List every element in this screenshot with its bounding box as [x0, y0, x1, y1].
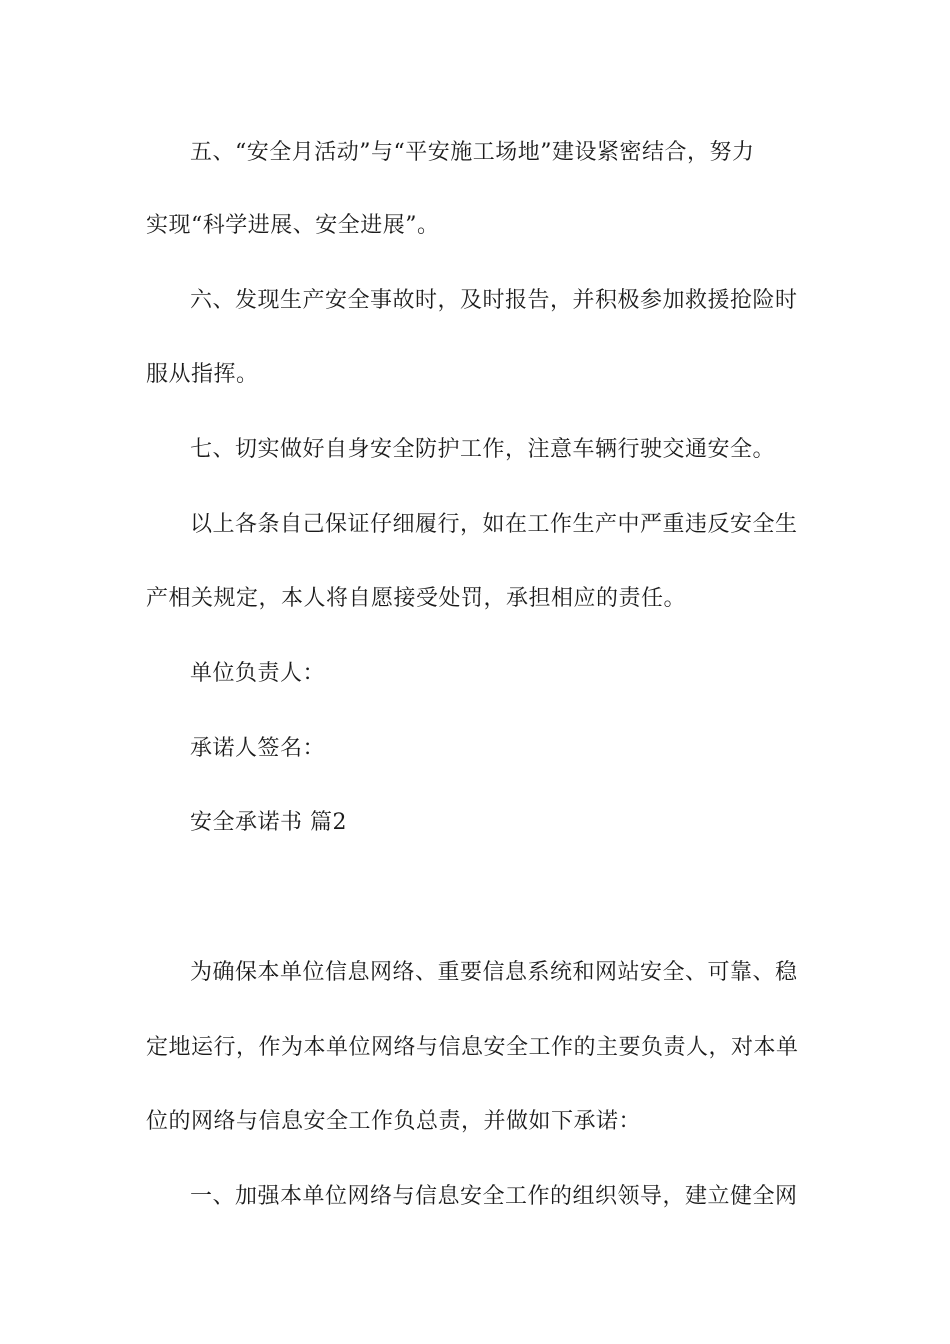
section-heading: 安全承诺书 篇2: [190, 810, 347, 835]
paragraph-5-line-2: 实现“科学进展、安全进展”。: [146, 213, 440, 238]
signature-label: 承诺人签名：: [190, 736, 326, 761]
closing-paragraph-line-1: 以上各条自己保证仔细履行，如在工作生产中严重违反安全生: [190, 512, 798, 537]
paragraph-7-line-1: 七、切实做好自身安全防护工作，注意车辆行驶交通安全。: [190, 437, 776, 462]
intro-paragraph-line-1: 为确保本单位信息网络、重要信息系统和网站安全、可靠、稳: [190, 960, 798, 985]
unit-leader-label: 单位负责人：: [190, 661, 326, 686]
paragraph-6-line-1: 六、发现生产安全事故时，及时报告，并积极参加救援抢险时: [190, 288, 798, 313]
intro-paragraph-line-2: 定地运行，作为本单位网络与信息安全工作的主要负责人，对本单: [146, 1035, 799, 1060]
paragraph-6-line-2: 服从指挥。: [146, 362, 259, 387]
item-1-line-1: 一、加强本单位网络与信息安全工作的组织领导，建立健全网: [190, 1184, 798, 1209]
paragraph-5-line-1: 五、“安全月活动”与“平安施工场地”建设紧密结合，努力: [190, 140, 755, 165]
intro-paragraph-line-3: 位的网络与信息安全工作负总责，并做如下承诺：: [146, 1109, 642, 1134]
closing-paragraph-line-2: 产相关规定，本人将自愿接受处罚，承担相应的责任。: [146, 586, 687, 611]
